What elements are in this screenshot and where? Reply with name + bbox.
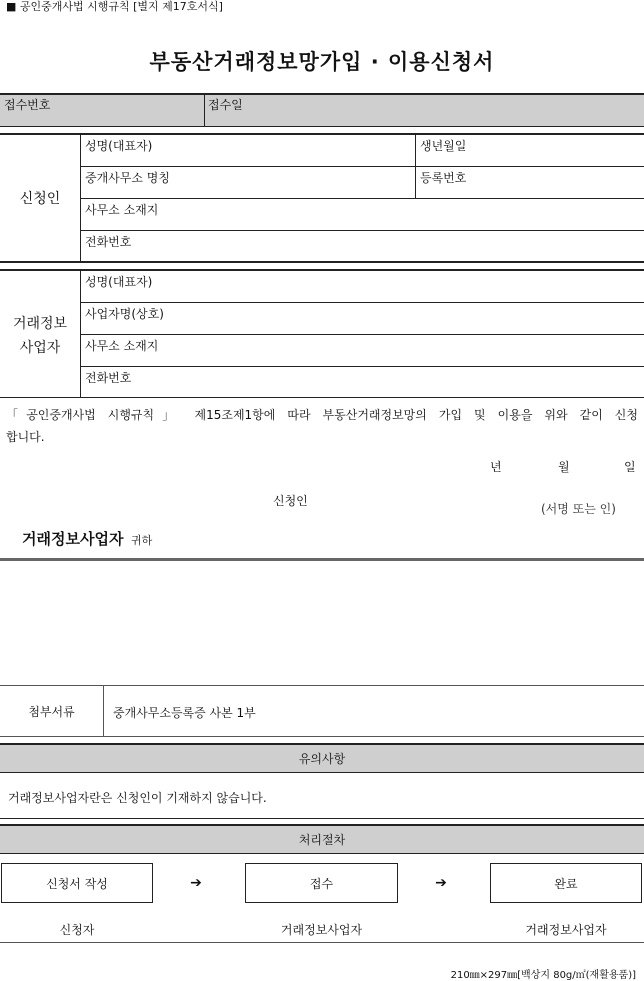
process-step-receipt — [245, 863, 398, 903]
applicant-address-label: 사무소 소재지 — [85, 203, 159, 217]
applicant-section-label: 신청인 — [19, 190, 61, 207]
addressee-suffix: 귀하 — [131, 534, 153, 547]
date-month-label: 월 — [558, 460, 570, 474]
operator-address-label: 사무소 소재지 — [85, 339, 159, 353]
arrow-right-icon: ➔ — [435, 875, 447, 891]
operator-section-label-1: 거래정보 — [12, 316, 68, 332]
receipt-date-label: 접수일 — [208, 98, 243, 112]
paper-spec: 210㎜×297㎜[백상지 80g/㎡(재활용품)] — [450, 970, 636, 981]
notice-text: 거래정보사업자란은 신청인이 기재하지 않습니다. — [8, 791, 267, 805]
applicant-office-name-label: 중개사무소 명칭 — [85, 171, 170, 185]
receipt-row — [0, 94, 644, 126]
addressee: 거래정보사업자 — [22, 530, 124, 548]
date-year-label: 년 — [490, 460, 502, 474]
process-header: 처리절차 — [298, 833, 346, 847]
applicant-birth-label: 생년월일 — [420, 139, 467, 153]
process-step-apply — [1, 863, 153, 903]
operator-business-name-label: 사업자명(상호) — [85, 307, 164, 321]
page-title: 부동산거래정보망가입 · 이용신청서 — [149, 50, 495, 74]
attachments-label: 첨부서류 — [28, 704, 75, 719]
statement-line-2: 합니다. — [6, 430, 45, 444]
applicant-phone-label: 전화번호 — [85, 235, 132, 249]
process-step-complete — [490, 863, 642, 903]
notice-header: 유의사항 — [298, 752, 346, 766]
operator-name-label: 성명(대표자) — [85, 275, 153, 289]
process-step-receipt-label: 접수 — [309, 876, 334, 891]
signature-note: (서명 또는 인) — [541, 502, 616, 516]
operator-phone-label: 전화번호 — [85, 371, 132, 385]
receipt-number-label: 접수번호 — [4, 98, 51, 112]
attachments-value: 중개사무소등록증 사본 1부 — [113, 706, 256, 720]
applicant-name-label: 성명(대표자) — [85, 139, 153, 153]
form-reference: ■ 공인중개사법 시행규칙 [별지 제17호서식] — [6, 0, 223, 13]
statement-line-1: 「공인중개사법 시행규칙」 제15조제1항에 따라 부동산거래정보망의 가입 및 이용을 위와 같이 신청 — [6, 408, 638, 422]
applicant-reg-no-label: 등록번호 — [420, 171, 467, 185]
process-step-complete-label: 완료 — [554, 876, 578, 891]
operator-section-label-2: 사업자 — [19, 340, 61, 356]
process-step-apply-label: 신청서 작성 — [46, 876, 108, 891]
arrow-right-icon: ➔ — [190, 875, 202, 891]
process-actor-3: 거래정보사업자 — [525, 923, 607, 937]
signer-label: 신청인 — [273, 494, 308, 508]
process-actor-2: 거래정보사업자 — [280, 923, 363, 937]
process-actor-1: 신청자 — [59, 923, 95, 937]
date-day-label: 일 — [624, 460, 636, 474]
